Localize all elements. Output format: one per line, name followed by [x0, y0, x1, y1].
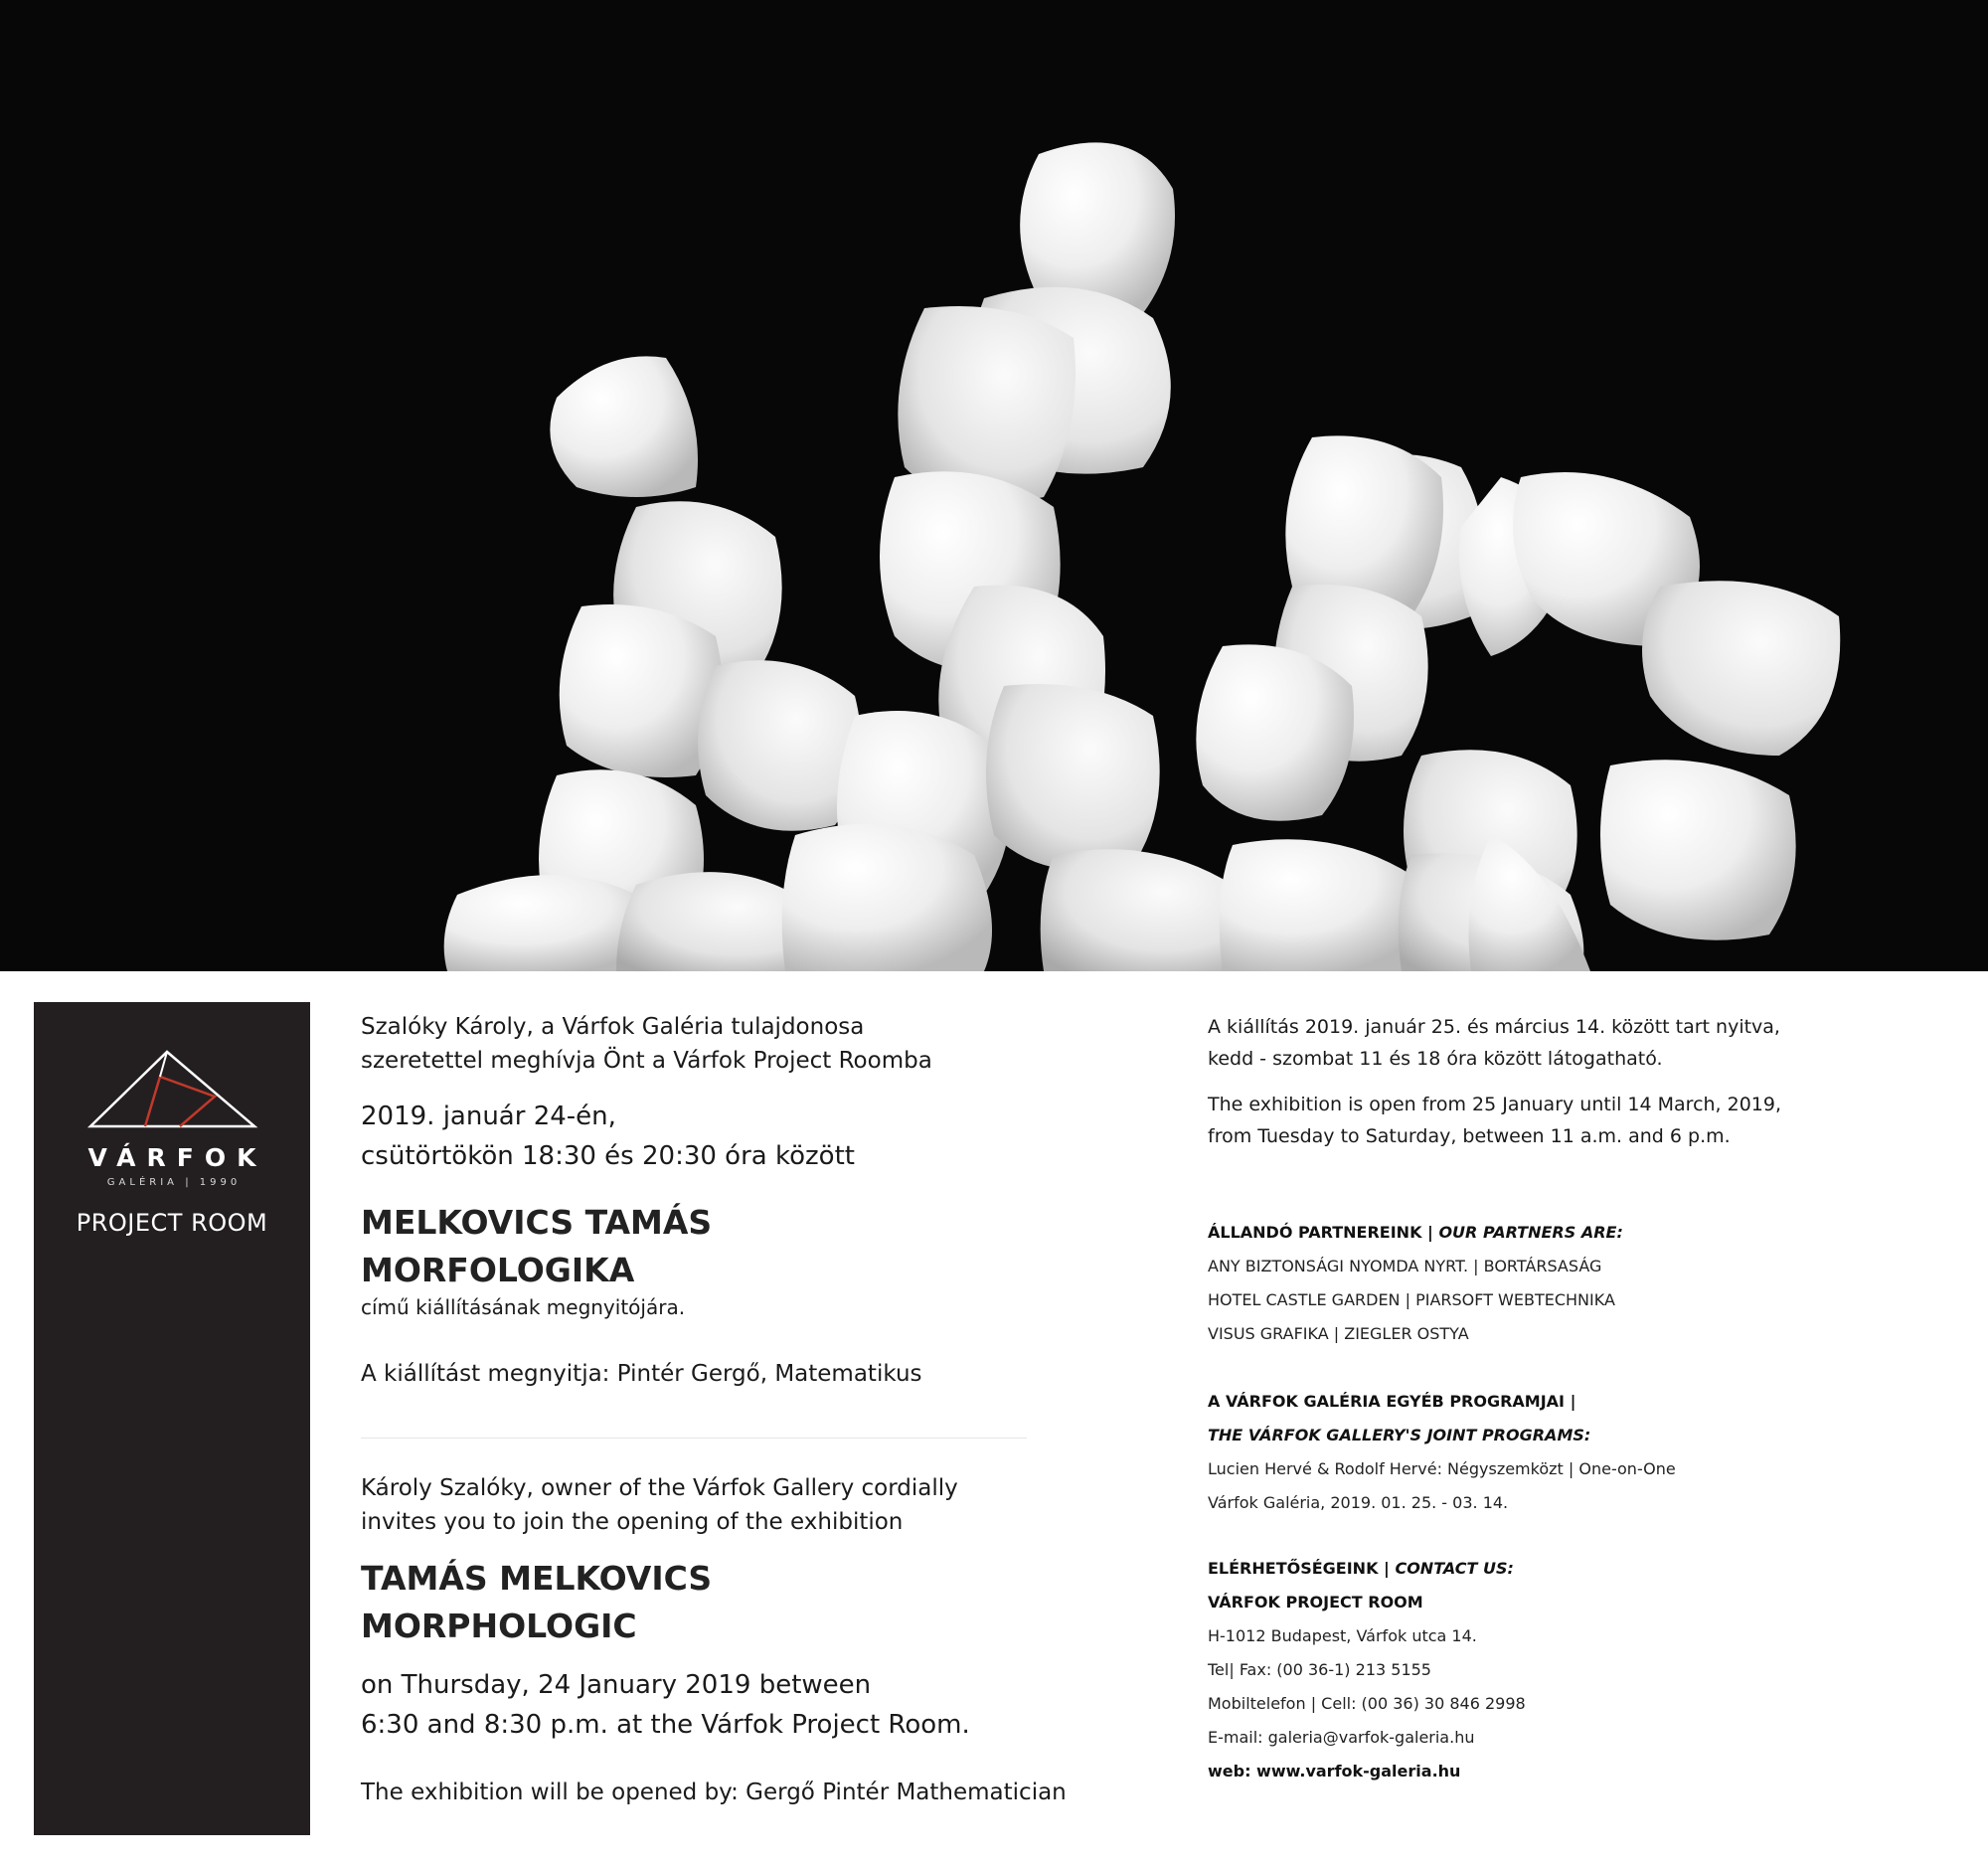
partners-heading-hu: ÁLLANDÓ PARTNEREINK | [1208, 1223, 1439, 1242]
en-opener: The exhibition will be opened by: Gergő Pintér Mathematician [361, 1780, 1067, 1805]
contact-phone: Tel| Fax: (00 36-1) 213 5155 [1208, 1660, 1431, 1679]
brand-name: VÁRFOK [87, 1143, 267, 1172]
en-date-line1: on Thursday, 24 January 2019 between [361, 1670, 872, 1700]
en-intro-line1: Károly Szalóky, owner of the Várfok Gallery cordially [361, 1475, 958, 1501]
contact-heading-en: CONTACT US: [1395, 1559, 1514, 1578]
hu-caption: című kiállításának megnyitójára. [361, 1295, 686, 1319]
programs-line1: Lucien Hervé & Rodolf Hervé: Négyszemközt | One-on-One [1208, 1459, 1676, 1478]
hu-intro-line2: szeretettel meghívja Önt a Várfok Project Roomba [361, 1048, 932, 1074]
contact-mobile: Mobiltelefon | Cell: (00 36) 30 846 2998 [1208, 1694, 1526, 1713]
programs-heading-en: THE VÁRFOK GALLERY'S JOINT PROGRAMS: [1208, 1426, 1591, 1444]
partners-heading [1208, 1223, 1623, 1242]
contact-web[interactable]: web: www.varfok-galeria.hu [1208, 1762, 1461, 1781]
project-room-label: PROJECT ROOM [76, 1209, 268, 1237]
info-en-line1: The exhibition is open from 25 January until 14 March, 2019, [1208, 1094, 1782, 1115]
programs-heading: A VÁRFOK GALÉRIA EGYÉB PROGRAMJAI | [1208, 1392, 1576, 1411]
contact-heading-hu: ELÉRHETŐSÉGEINK | [1208, 1559, 1396, 1578]
contact-address: H-1012 Budapest, Várfok utca 14. [1208, 1626, 1477, 1645]
hu-artist-name: MELKOVICS TAMÁS [361, 1203, 713, 1242]
partners-heading-en: OUR PARTNERS ARE: [1438, 1223, 1623, 1242]
en-exhibition-title: MORPHOLOGIC [361, 1607, 637, 1645]
en-artist-name: TAMÁS MELKOVICS [361, 1559, 713, 1598]
partners-line1: ANY BIZTONSÁGI NYOMDA NYRT. | BORTÁRSASÁG [1208, 1257, 1602, 1275]
info-hu-line1: A kiállítás 2019. január 25. és március 14. között tart nyitva, [1208, 1016, 1780, 1038]
hu-intro-line1: Szalóky Károly, a Várfok Galéria tulajdonosa [361, 1014, 865, 1040]
hu-date-line2: csütörtökön 18:30 és 20:30 óra között [361, 1141, 855, 1171]
contact-name: VÁRFOK PROJECT ROOM [1208, 1593, 1423, 1612]
contact-heading [1208, 1559, 1514, 1578]
sidebar-panel [34, 1002, 310, 1835]
hu-opener: A kiállítást megnyitja: Pintér Gergő, Matematikus [361, 1361, 922, 1387]
contact-email[interactable]: E-mail: galeria@varfok-galeria.hu [1208, 1728, 1475, 1747]
brand-subtitle: GALÉRIA | 1990 [106, 1177, 242, 1188]
hu-date-line1: 2019. január 24-én, [361, 1102, 616, 1131]
programs-line2: Várfok Galéria, 2019. 01. 25. - 03. 14. [1208, 1493, 1509, 1512]
hu-exhibition-title: MORFOLOGIKA [361, 1251, 635, 1289]
info-hu-line2: kedd - szombat 11 és 18 óra között látogatható. [1208, 1048, 1663, 1070]
partners-line3: VISUS GRAFIKA | ZIEGLER OSTYA [1208, 1324, 1469, 1343]
info-en-line2: from Tuesday to Saturday, between 11 a.m. and 6 p.m. [1208, 1125, 1731, 1147]
en-date-line2: 6:30 and 8:30 p.m. at the Várfok Project Room. [361, 1710, 970, 1740]
en-intro-line2: invites you to join the opening of the exhibition [361, 1509, 904, 1535]
varfok-logo-icon [85, 1047, 259, 1131]
section-divider [361, 1438, 1027, 1439]
partners-line2: HOTEL CASTLE GARDEN | PIARSOFT WEBTECHNIKA [1208, 1290, 1615, 1309]
